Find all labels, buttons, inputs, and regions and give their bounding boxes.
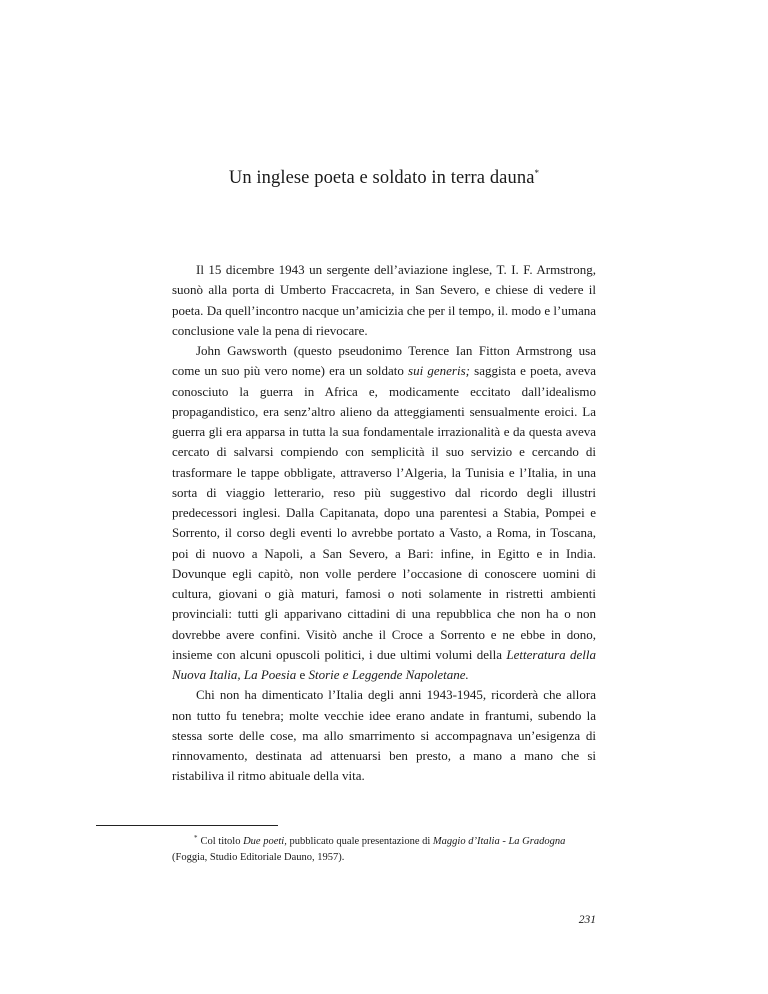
italic-sui-generis: sui generis;: [408, 363, 470, 379]
paragraph-2-text-a: John Gawsworth (questo pseudonimo Terence Ian Fitton Armstrong usa come un suo più vero nome) era un soldato: [172, 343, 596, 379]
paragraph-1-text: Il 15 dicembre 1943 un sergente dell’aviazione inglese, T. I. F. Armstrong, suonò alla porta di Umberto Fraccacreta, in San Severo, e chiese di vedere il poeta. Da quell’incontro nacque un’amicizia che per il tempo, il. modo e l’umana conclusione vale la pena di rievocare.: [172, 262, 596, 338]
article-body: [172, 260, 596, 787]
paragraph-3: [172, 685, 596, 786]
paragraph-2: [172, 341, 596, 685]
footnote-tail: (Foggia, Studio Editoriale Dauno, 1957).: [172, 852, 345, 863]
footnote-middle: pubblicato quale presentazione di: [286, 836, 433, 847]
paragraph-1: [172, 260, 596, 341]
paragraph-2-text-b: saggista e poeta, aveva conosciuto la guerra in Africa e, modicamente eccitato dall’idealismo propagandistico, era senz’altro alieno da atteggiamenti sensualmente eroici. La guerra gli era apparsa in tutta la sua fondamentale irrazionalità e da questa aveva cercato di salvarsi compiendo con semplicità il suo servizio e cercando di trasformare le tappe obbligate, attraverso l’Algeria, la Tunisia e l’Italia, in una sorta di viaggio letterario, reso più suggestivo dal ricordo degli illustri predecessori inglesi. Dalla Capitanata, dopo una parentesi a Stabia, Pompei e Sorrento, il corso degli eventi lo avrebbe portato a Vasto, a Roma, in Toscana, poi di nuovo a Napoli, a San Severo, a Bari: infine, in Egitto e in India. Dovunque egli capitò, non volle perdere l’occasione di conoscere uomini di cultura, giovani o già maturi, famosi o noti solamente in ristretti ambienti provinciali: tutti gli apparivano cittadini di una repubblica che non ha o non dovrebbe avere confini. Visitò anche il Croce a Sorrento e ne ebbe in dono, insieme con alcuni opuscoli politici, i due ultimi volumi della: [172, 363, 596, 662]
paragraph-3-text: Chi non ha dimenticato l’Italia degli anni 1943-1945, ricorderà che allora non tutto fu tenebra; molte vecchie idee erano andate in frantumi, subendo la stessa sorte delle cose, ma allo smarrimento si accompagnava un’esigenza di rinnovamento, destinata ad attenuarsi ben presto, a mano a mano che si ristabiliva il ritmo abituale della vita.: [172, 687, 596, 784]
footnote-lead: Col titolo: [200, 836, 244, 847]
footnote: [172, 834, 596, 866]
page-number: 231: [578, 914, 596, 926]
footnote-divider: [96, 825, 278, 826]
italic-book-title-2: Storie e Leggende Napoletane.: [308, 667, 469, 682]
paragraph-2-text-c: e: [296, 667, 309, 682]
footnote-marker: *: [194, 833, 198, 842]
page-title: [0, 168, 768, 189]
footnote-title-1: Due poeti,: [243, 836, 287, 847]
italic-book-title-1: Letteratura della Nuova Italia, La Poesia: [172, 646, 596, 682]
footnote-title-2: Maggio d’Italia - La Gradogna: [432, 836, 566, 847]
title-text: Un inglese poeta e soldato in terra dauna: [228, 168, 535, 188]
footnote-reference-marker: *: [534, 167, 540, 178]
